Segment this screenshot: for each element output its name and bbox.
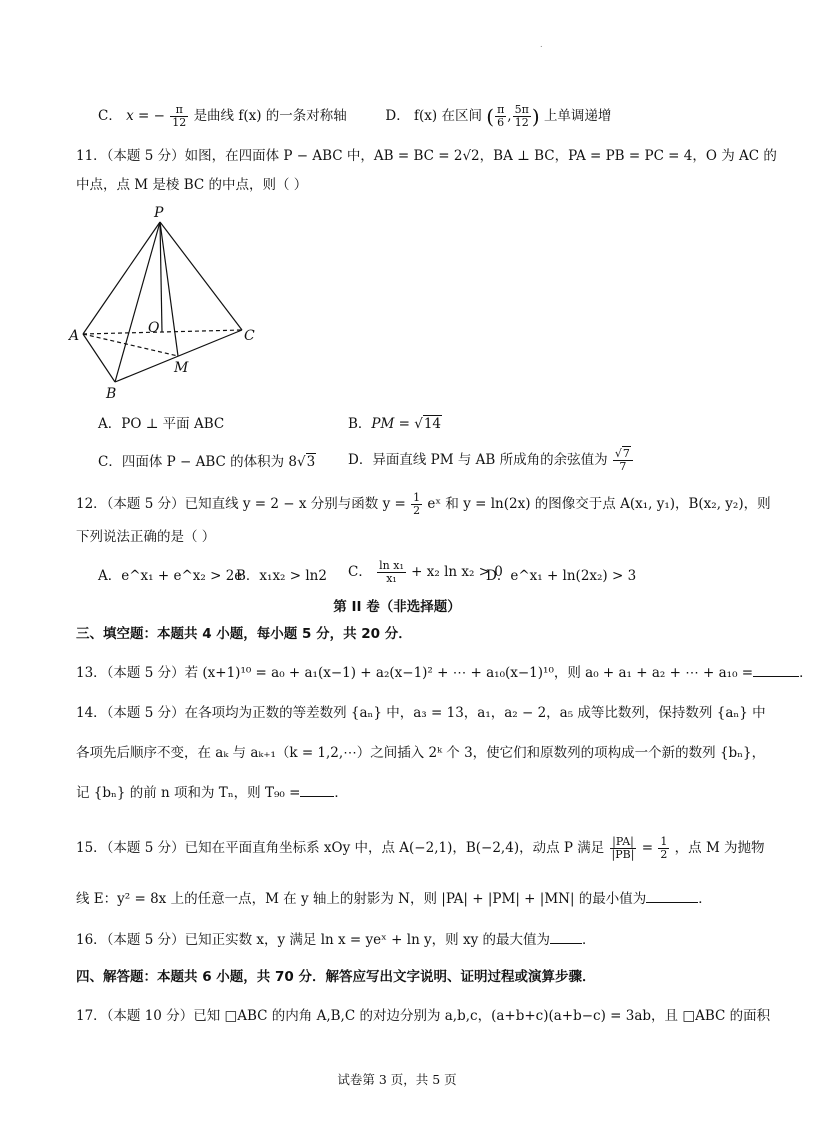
q12-stem-1: 12．（本题 5 分）已知直线 y = 2 − x 分别与函数 y = $\frac{1}{2}$ eˣ 和 y = ln(2x) 的图像交于点 A(x₁, y₁)，B(x₂, y₂)，则 xyxy=(76,491,771,517)
q11-stem-2: 中点，点 M 是棱 BC 的中点，则（ ） xyxy=(76,177,308,193)
label-P: P xyxy=(154,205,164,221)
q13-line: 13．（本题 5 分）若 (x+1)¹⁰ = a₀ + a₁(x−1) + a₂(x−1)² + ⋯ + a₁₀(x−1)¹⁰，则 a₀ + a₁ + a₂ + ⋯ + a₁₀ = ． xyxy=(76,662,813,683)
q10-opt-d-frac1: $\frac{\pi}{6}$ xyxy=(497,103,505,129)
label-C: C xyxy=(244,328,255,344)
q15-answer-blank[interactable] xyxy=(646,888,698,903)
q10-opt-d-text: 上单调递增 xyxy=(543,108,612,124)
q10-opt-d-frac2: $\frac{5\pi}{12}$ xyxy=(514,103,529,129)
label-O: O xyxy=(148,320,160,336)
edge-PA xyxy=(83,222,160,334)
label-A: A xyxy=(69,328,80,344)
segment-AM xyxy=(83,334,178,356)
q11-option-d: D．异面直线 PM 与 AB 所成角的余弦值为 $\frac{√7}{7}$ xyxy=(348,448,634,473)
edge-PB xyxy=(115,222,160,382)
label-M: M xyxy=(174,360,189,376)
section4-title: 四、解答题：本题共 6 小题，共 70 分．解答应写出文字说明、证明过程或演算步骤． xyxy=(76,969,596,985)
q10-opt-c-frac: $\frac{\pi}{12}$ xyxy=(172,103,187,129)
q12-option-c: C． $\frac{\text{ln x₁}}{\text{x₁}}$ + x₂ ln x₂ > 0 xyxy=(348,559,503,585)
edge-AB xyxy=(83,334,115,382)
label-B: B xyxy=(106,386,117,402)
q12-stem-2: 下列说法正确的是（ ） xyxy=(76,529,216,545)
q10-opt-c-label: C． xyxy=(98,108,122,124)
part2-title: 第 II 卷（非选择题） xyxy=(333,599,461,615)
q15-line-1: 15．（本题 5 分）已知在平面直角坐标系 xOy 中，点 A(−2,1)，B(−2,4)，动点 P 满足 $\frac{|PA|}{|PB|}$ = $\frac{1}{2}$ ，点 M 为抛物 xyxy=(76,835,765,861)
q16-answer-blank[interactable] xyxy=(550,929,582,944)
q10-opt-c-expr: x = − xyxy=(126,108,165,124)
page-footer: 试卷第 3 页，共 5 页 xyxy=(337,1072,457,1087)
q11-option-a: A．PO ⊥ 平面 ABC xyxy=(98,416,225,432)
q11-option-c: C．四面体 P − ABC 的体积为 8√3 xyxy=(98,454,316,470)
q10-opt-d-expr: f(x) 在区间 xyxy=(414,108,482,124)
q16-line: 16．（本题 5 分）已知正实数 x，y 满足 ln x = yeˣ + ln y，则 xy 的最大值为 ． xyxy=(76,929,596,950)
q14-answer-blank[interactable] xyxy=(300,782,334,797)
q14-line-2: 各项先后顺序不变，在 aₖ 与 aₖ₊₁（k = 1,2,⋯）之间插入 2ᵏ 个 3，使它们和原数列的项构成一个新的数列 {bₙ}， xyxy=(76,745,766,761)
page-dot: . xyxy=(540,40,543,49)
q15-line-2: 线 E：y² = 8x 上的任意一点，M 在 y 轴上的射影为 N，则 |PA| + |PM| + |MN| 的最小值为 ． xyxy=(76,888,712,909)
q12-option-a: A．e^x₁ + e^x₂ > 2e xyxy=(98,568,243,584)
q10-opt-c-text: 是曲线 f(x) 的一条对称轴 xyxy=(193,108,347,124)
q14-line-1: 14．（本题 5 分）在各项均为正数的等差数列 {aₙ} 中，a₃ = 13，a₁，a₂ − 2，a₅ 成等比数列，保持数列 {aₙ} 中 xyxy=(76,705,766,721)
q11-stem-1: 11．（本题 5 分）如图，在四面体 P − ABC 中，AB = BC = 2√2，BA ⊥ BC，PA = PB = PC = 4，O 为 AC 的 xyxy=(76,148,777,164)
q11-option-b: B．PM = √14 xyxy=(348,416,442,432)
q10-options-line: C． x = − $\frac{\pi}{12}$ 是曲线 f(x) 的一条对称轴 D． f(x) 在区间 ( $\frac{\pi}{6}$ , $\frac{5\pi}{12}$ ) 上单调递增 xyxy=(98,103,612,129)
q12-option-d: D．e^x₁ + ln(2x₂) > 3 xyxy=(486,568,637,584)
q10-opt-d-label: D． xyxy=(385,108,410,124)
q17-line-1: 17．（本题 10 分）已知 □ABC 的内角 A,B,C 的对边分别为 a,b,c，(a+b+c)(a+b−c) = 3ab，且 □ABC 的面积 xyxy=(76,1008,771,1024)
q13-answer-blank[interactable] xyxy=(753,662,799,677)
section3-title: 三、填空题：本题共 4 小题，每小题 5 分，共 20 分． xyxy=(76,626,412,642)
q12-option-b: B．x₁x₂ > ln2 xyxy=(236,568,327,584)
tetrahedron-figure xyxy=(60,200,280,405)
q14-line-3: 记 {bₙ} 的前 n 项和为 Tₙ，则 T₉₀ = ． xyxy=(76,782,348,803)
